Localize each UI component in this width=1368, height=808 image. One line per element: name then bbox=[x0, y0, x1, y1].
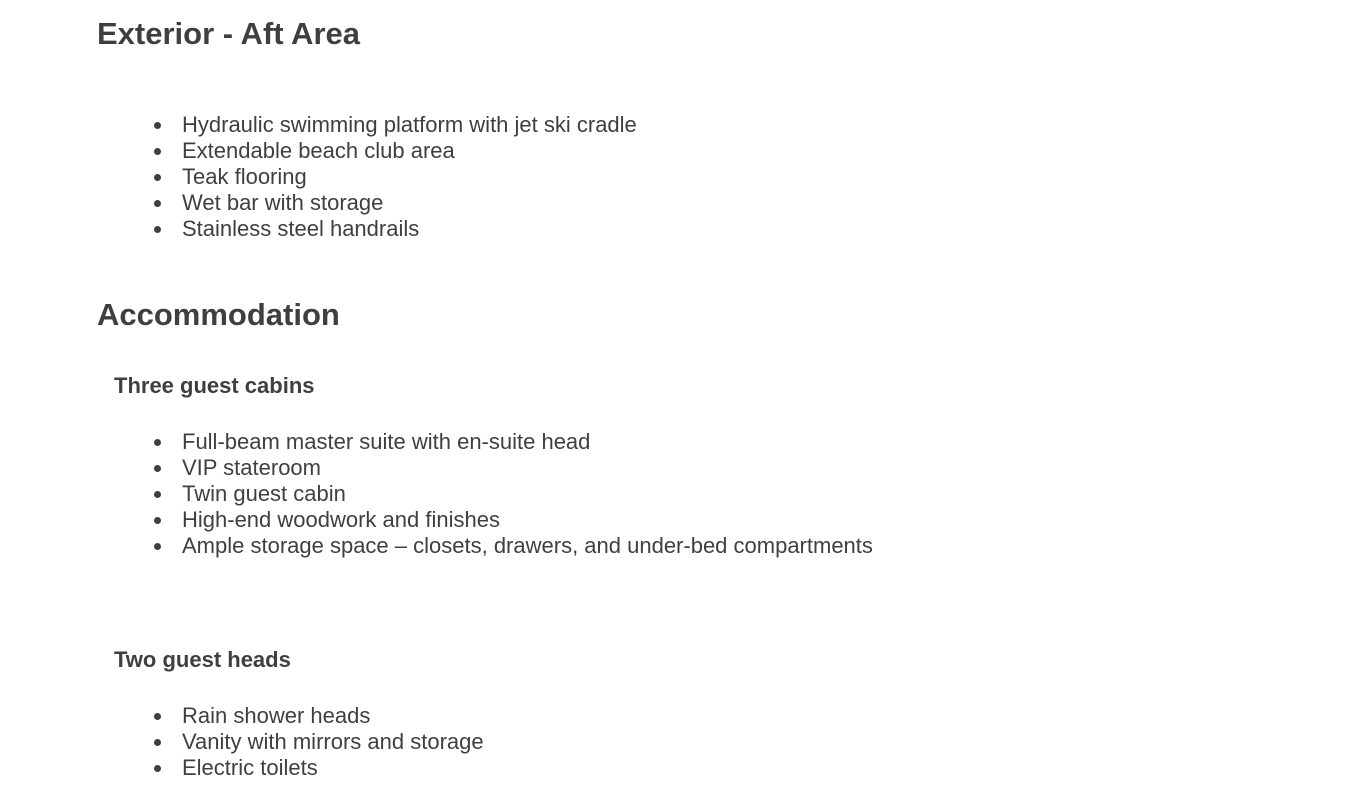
bullet-icon bbox=[154, 543, 161, 550]
bullet-icon bbox=[154, 739, 161, 746]
list-item: Extendable beach club area bbox=[0, 138, 637, 164]
list-item: Twin guest cabin bbox=[0, 481, 873, 507]
bullet-icon bbox=[154, 148, 161, 155]
exterior-features-list bbox=[0, 112, 637, 242]
subsection-heading-guest-heads: Two guest heads bbox=[114, 647, 291, 672]
guest-cabins-list bbox=[0, 429, 873, 559]
bullet-icon bbox=[154, 200, 161, 207]
list-item: Wet bar with storage bbox=[0, 190, 637, 216]
list-item: Vanity with mirrors and storage bbox=[0, 729, 484, 755]
list-item: Full-beam master suite with en-suite head bbox=[0, 429, 873, 455]
list-item: Hydraulic swimming platform with jet ski cradle bbox=[0, 112, 637, 138]
bullet-icon bbox=[154, 765, 161, 772]
bullet-icon bbox=[154, 713, 161, 720]
subsection-heading-guest-cabins: Three guest cabins bbox=[114, 373, 315, 398]
list-item: Ample storage space – closets, drawers, and under-bed compartments bbox=[0, 533, 873, 559]
guest-heads-list bbox=[0, 703, 484, 781]
bullet-icon bbox=[154, 174, 161, 181]
list-item: Teak flooring bbox=[0, 164, 637, 190]
list-item: Rain shower heads bbox=[0, 703, 484, 729]
list-item: Electric toilets bbox=[0, 755, 484, 781]
bullet-icon bbox=[154, 439, 161, 446]
bullet-icon bbox=[154, 465, 161, 472]
section-heading-accommodation: Accommodation bbox=[97, 297, 340, 332]
section-heading-exterior-aft-area: Exterior - Aft Area bbox=[97, 16, 360, 51]
list-item: Stainless steel handrails bbox=[0, 216, 637, 242]
bullet-icon bbox=[154, 491, 161, 498]
bullet-icon bbox=[154, 517, 161, 524]
bullet-icon bbox=[154, 122, 161, 129]
list-item: High-end woodwork and finishes bbox=[0, 507, 873, 533]
bullet-icon bbox=[154, 226, 161, 233]
list-item: VIP stateroom bbox=[0, 455, 873, 481]
